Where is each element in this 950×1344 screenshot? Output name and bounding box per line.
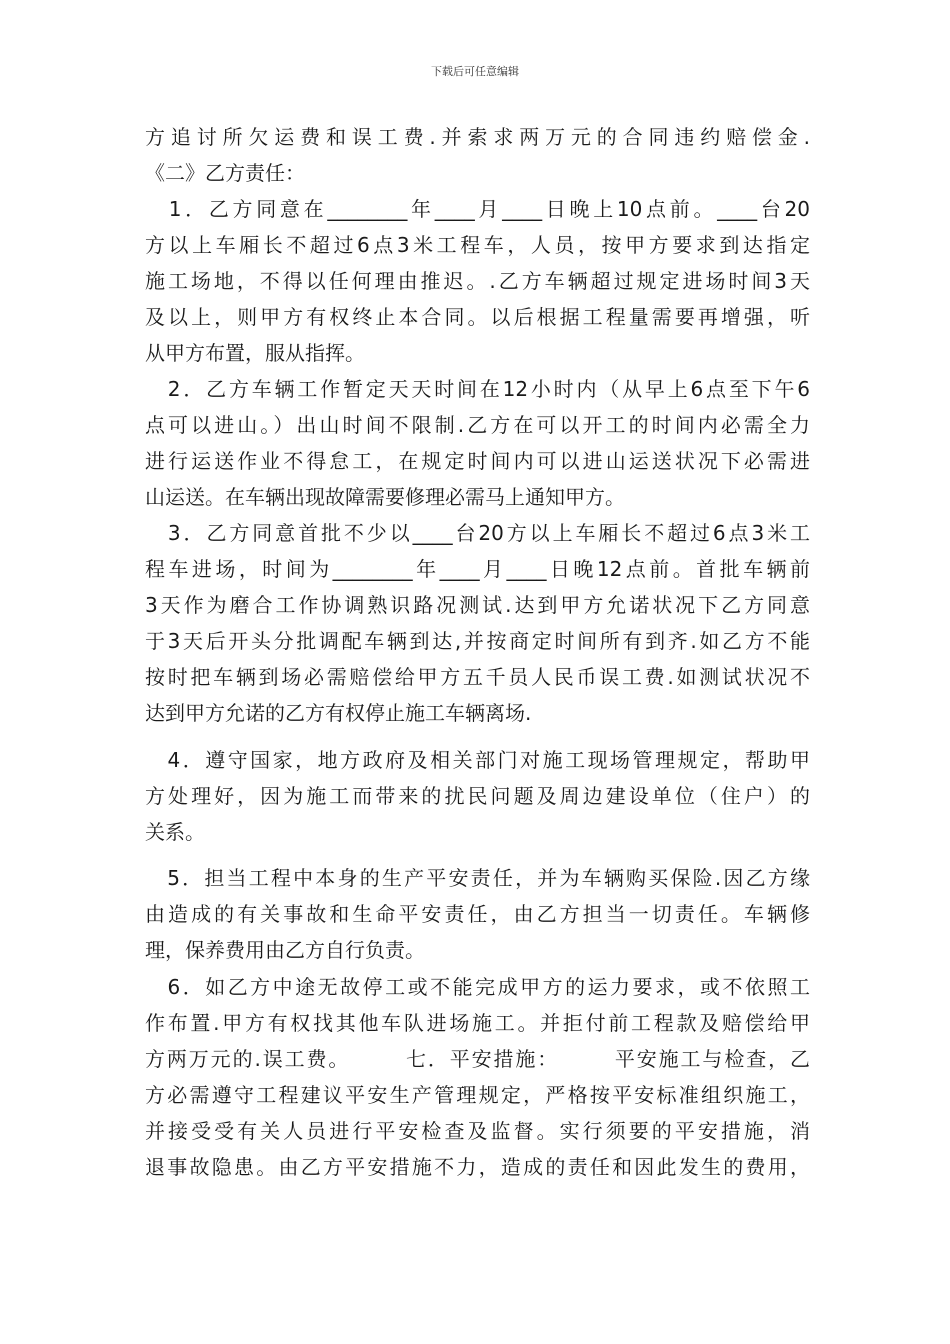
text-line: 及以上，则甲方有权终止本合同。以后根据工程量需要再增强，听	[145, 305, 810, 329]
text-line: 按时把车辆到场必需赔偿给甲方五千员人民币误工费.如测试状况不	[145, 665, 810, 689]
text-line: 退事故隐患。由乙方平安措施不力，造成的责任和因此发生的费用，	[145, 1155, 810, 1179]
text-line: 3天作为磨合工作协调熟识路况测试.达到甲方允诺状况下乙方同意	[145, 593, 810, 617]
text-line: 4．遵守国家，地方政府及相关部门对施工现场管理规定，帮助甲	[145, 748, 810, 772]
text-line: 6．如乙方中途无故停工或不能完成甲方的运力要求，或不依照工	[145, 975, 810, 999]
text-line: 进行运送作业不得怠工，在规定时间内可以进山运送状况下必需进	[145, 449, 810, 473]
text-line: 作布置.甲方有权找其他车队进场施工。并拒付前工程款及赔偿给甲	[145, 1011, 810, 1035]
text-line: 方追讨所欠运费和误工费.并索求两万元的合同违约赔偿金.	[145, 125, 810, 149]
text-line: 理，保养费用由乙方自行负责。	[145, 938, 425, 962]
section-heading: 《二》乙方责任：	[145, 161, 305, 185]
text-line: 方以上车厢长不超过6点3米工程车，人员，按甲方要求到达指定	[145, 233, 810, 257]
text-line: 程车进场，时间为________年____月____日晚12点前。首批车辆前	[145, 557, 810, 581]
text-line: 3．乙方同意首批不少以____台20方以上车厢长不超过6点3米工	[145, 521, 810, 545]
text-line: 方必需遵守工程建议平安生产管理规定，严格按平安标准组织施工，	[145, 1083, 810, 1107]
text-line: 达到甲方允诺的乙方有权停止施工车辆离场.	[145, 701, 532, 725]
text-line: 方处理好，因为施工而带来的扰民问题及周边建设单位（住户）的	[145, 784, 810, 808]
text-line: 山运送。在车辆出现故障需要修理必需马上通知甲方。	[145, 485, 625, 509]
text-line: 于3天后开头分批调配车辆到达,并按商定时间所有到齐.如乙方不能	[145, 629, 810, 653]
text-line: 并接受受有关人员进行平安检查及监督。实行须要的平安措施，消	[145, 1119, 810, 1143]
page-header: 下载后可任意编辑	[431, 65, 519, 78]
text-line: 由造成的有关事故和生命平安责任，由乙方担当一切责任。车辆修	[145, 902, 810, 926]
text-line: 5．担当工程中本身的生产平安责任，并为车辆购买保险.因乙方缘	[145, 866, 810, 890]
text-line: 施工场地，不得以任何理由推迟。.乙方车辆超过规定进场时间3天	[145, 269, 810, 293]
text-line: 2．乙方车辆工作暂定天天时间在12小时内（从早上6点至下午6	[145, 377, 810, 401]
text-line: 点可以进山。）出山时间不限制.乙方在可以开工的时间内必需全力	[145, 413, 810, 437]
text-line: 从甲方布置，服从指挥。	[145, 341, 365, 365]
text-line: 1．乙方同意在________年____月____日晚上10点前。____台20	[145, 197, 810, 221]
text-line: 方两万元的.误工费。 七．平安措施： 平安施工与检查，乙	[145, 1047, 810, 1071]
text-line: 关系。	[145, 820, 205, 844]
